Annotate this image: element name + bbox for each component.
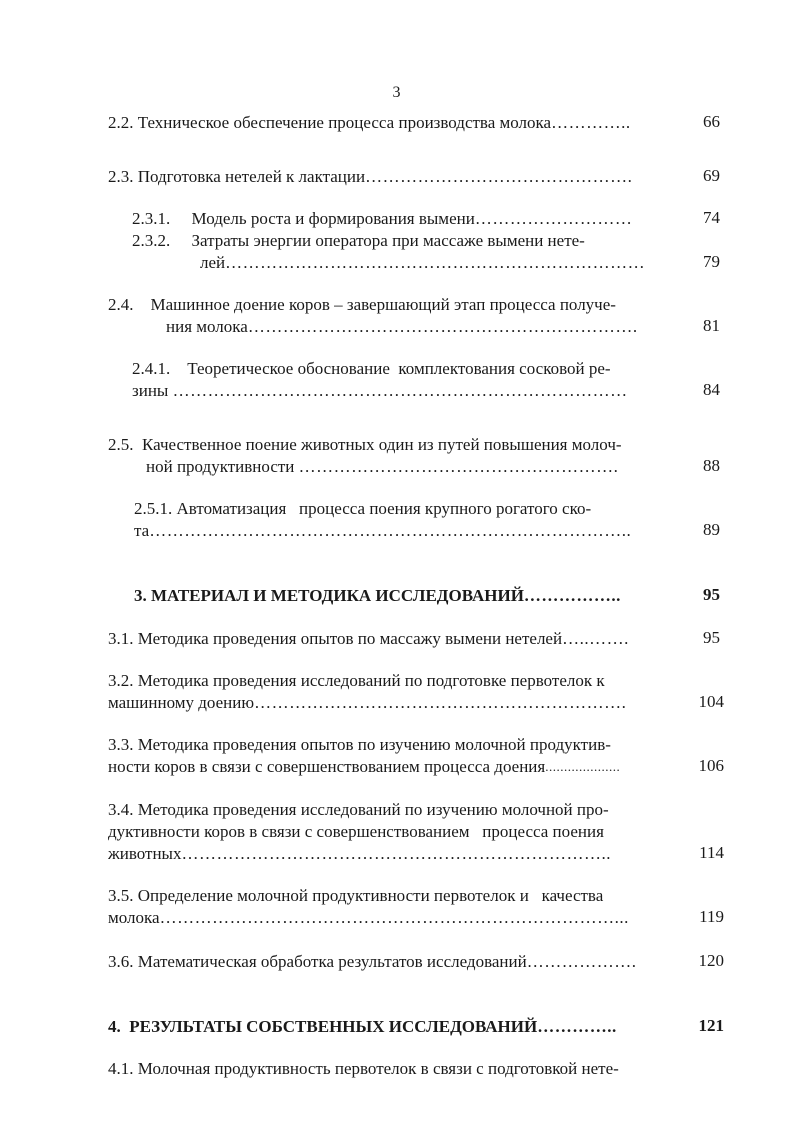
toc-section[interactable] — [108, 1016, 680, 1038]
entry-title-cont: ной продуктивности — [146, 457, 299, 476]
toc-entry[interactable] — [108, 628, 680, 650]
entry-page: 88 — [703, 456, 720, 475]
entry-title: 2.3. Подготовка нетелей к лактации — [108, 167, 366, 186]
dot-leader: ……………………………………………………………………... — [159, 908, 629, 927]
entry-title: 2.2. Техническое обеспечение процесса производства молока — [108, 113, 552, 132]
entry-page: 119 — [699, 907, 724, 926]
entry-title: 2.5. Качественное поение животных один из путей повышения молоч- — [108, 435, 622, 454]
toc-entry[interactable] — [108, 434, 680, 478]
entry-page: 84 — [703, 380, 720, 399]
toc-entry[interactable] — [108, 1058, 680, 1080]
entry-title-cont: ности коров в связи с совершенствованием процесса доения — [108, 757, 546, 776]
toc-entry[interactable] — [108, 734, 680, 778]
entry-title: 2.4.1. Теоретическое обоснование комплектования сосковой ре- — [132, 359, 611, 378]
entry-page: 104 — [698, 692, 724, 711]
toc-entry[interactable] — [132, 230, 680, 274]
entry-page: 121 — [698, 1016, 724, 1035]
entry-title: 4.1. Молочная продуктивность первотелок в связи с подготовкой нете- — [108, 1059, 619, 1078]
toc-entry[interactable] — [108, 799, 680, 865]
entry-page: 69 — [703, 166, 720, 185]
entry-title-cont: лей — [200, 253, 226, 272]
dot-leader: …………………………………………………………………… — [172, 381, 628, 400]
toc-entry[interactable] — [108, 166, 680, 188]
entry-title-cont: зины — [132, 381, 173, 400]
toc-entry[interactable] — [108, 112, 680, 134]
dot-leader: .................... — [545, 759, 621, 774]
toc-entry[interactable] — [108, 294, 680, 338]
toc-entry[interactable] — [132, 358, 680, 402]
toc-entry[interactable] — [108, 885, 680, 929]
toc-entry[interactable] — [134, 498, 680, 542]
entry-title-cont: та — [134, 521, 150, 540]
dot-leader: ……………………………………………………………….. — [181, 844, 611, 863]
entry-title: 3.1. Методика проведения опытов по массажу вымени нетелей — [108, 629, 563, 648]
entry-title: 3.5. Определение молочной продуктивности первотелок и качества — [108, 886, 604, 905]
dot-leader: …………………………………………………………. — [247, 317, 638, 336]
dot-leader: ………….. — [537, 1017, 617, 1036]
section-title: 3. МАТЕРИАЛ И МЕТОДИКА ИССЛЕДОВАНИЙ — [134, 586, 524, 605]
toc-entry[interactable] — [108, 670, 680, 714]
entry-title-cont: животных — [108, 844, 182, 863]
entry-title: 2.4. Машинное доение коров – завершающий этап процесса получе- — [108, 295, 616, 314]
toc-entry[interactable] — [132, 208, 680, 230]
entry-title: 2.5.1. Автоматизация процесса поения крупного рогатого ско- — [134, 499, 592, 518]
entry-title: 2.3.1. Модель роста и формирования вымени — [132, 209, 475, 228]
toc-entry[interactable] — [108, 951, 680, 973]
entry-title-cont: молока — [108, 908, 160, 927]
dot-leader: …..……. — [562, 629, 629, 648]
entry-title-cont: дуктивности коров в связи с совершенствованием процесса поения — [108, 822, 604, 841]
entry-title-cont: ния молока — [166, 317, 248, 336]
dot-leader: ………………………………………………………. — [254, 693, 627, 712]
dot-leader: ……………………… — [474, 209, 633, 228]
entry-page: 95 — [703, 585, 720, 604]
section-title: 4. РЕЗУЛЬТАТЫ СОБСТВЕННЫХ ИССЛЕДОВАНИЙ — [108, 1017, 538, 1036]
dot-leader: ……………………………………………………………… — [225, 253, 646, 272]
entry-title: 3.3. Методика проведения опытов по изучению молочной продуктив- — [108, 735, 611, 754]
entry-title: 3.4. Методика проведения исследований по изучению молочной про- — [108, 800, 609, 819]
entry-page: 81 — [703, 316, 720, 335]
dot-leader: …………….. — [523, 586, 621, 605]
dot-leader: ………………. — [526, 952, 637, 971]
entry-page: 114 — [699, 843, 724, 862]
entry-page: 66 — [703, 112, 720, 131]
entry-page: 106 — [698, 756, 724, 775]
dot-leader: ………….. — [551, 113, 631, 132]
entry-page: 120 — [698, 951, 724, 970]
entry-page: 79 — [703, 252, 720, 271]
entry-page: 95 — [703, 628, 720, 647]
page-number: 3 — [392, 84, 401, 101]
entry-title: 3.6. Математическая обработка результатов исследований — [108, 952, 527, 971]
dot-leader: ………………………………………. — [365, 167, 633, 186]
entry-title: 3.2. Методика проведения исследований по подготовке первотелок к — [108, 671, 605, 690]
toc-section[interactable] — [134, 585, 680, 607]
entry-page: 89 — [703, 520, 720, 539]
dot-leader: ……………………………………………………………………….. — [149, 521, 632, 540]
entry-title-cont: машинному доению — [108, 693, 255, 712]
entry-title: 2.3.2. Затраты энергии оператора при массаже вымени нете- — [132, 231, 585, 250]
entry-page: 74 — [703, 208, 720, 227]
dot-leader: ………………………………………………. — [298, 457, 619, 476]
